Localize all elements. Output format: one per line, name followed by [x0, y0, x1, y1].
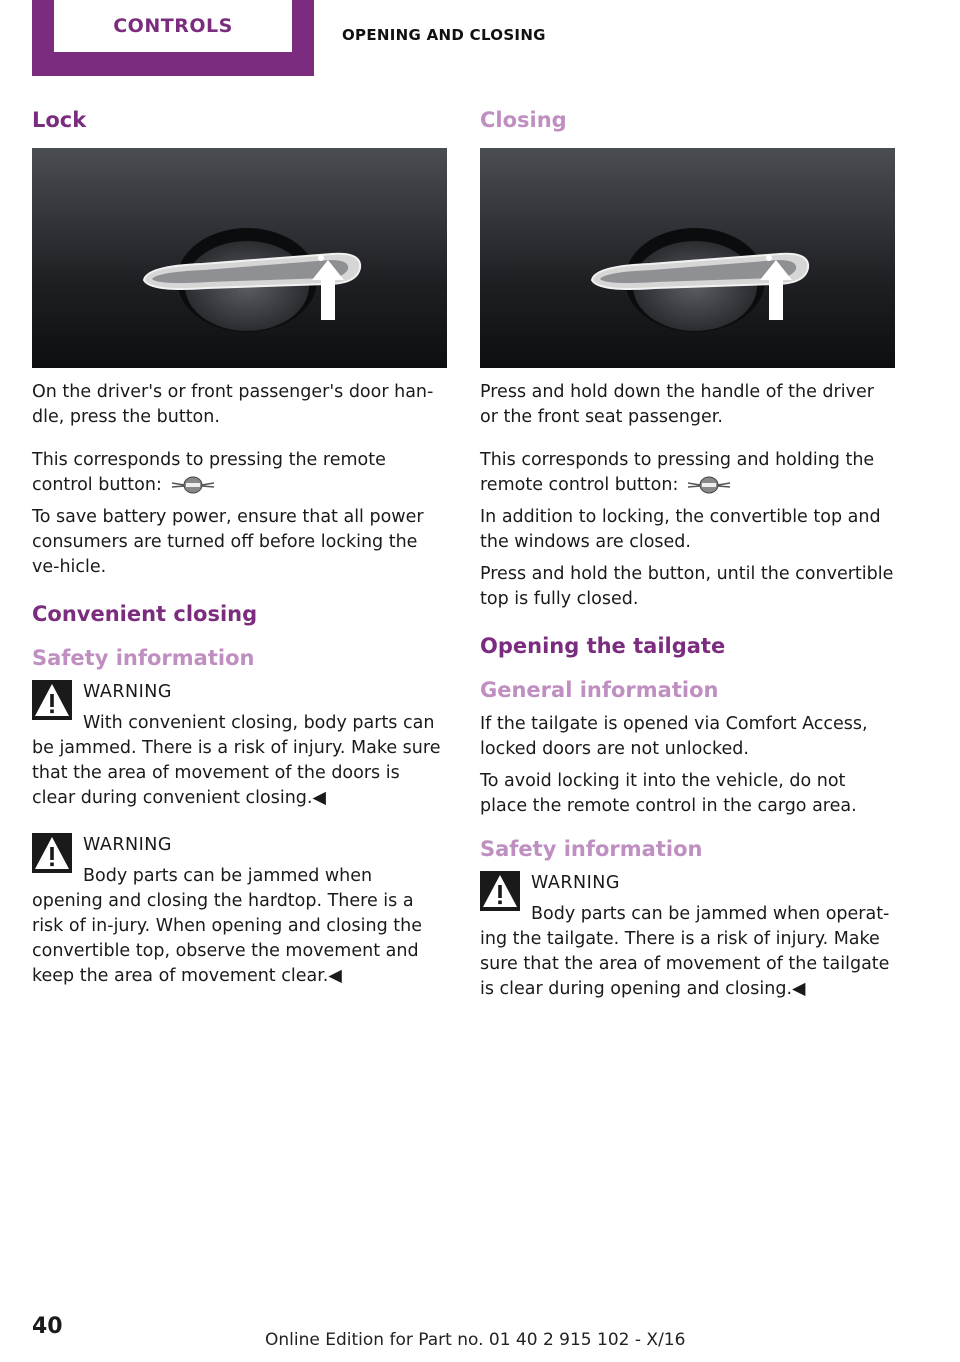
chapter-tab	[32, 0, 314, 76]
closing-paragraph-2	[480, 448, 896, 498]
door-handle-photo	[480, 148, 895, 368]
warning-title: WARNING	[83, 835, 172, 855]
closing-heading: Closing	[480, 108, 567, 132]
closing-paragraph-2-text: This corresponds to pressing and holding the remote control button:	[480, 450, 875, 495]
mini-logo-icon	[686, 475, 732, 495]
warning-title: WARNING	[531, 873, 620, 893]
left-column	[32, 108, 448, 1011]
chapter-tab-inner	[54, 0, 292, 52]
safety-information-heading: Safety information	[32, 646, 255, 670]
warning-text: With convenient closing, body parts can be jammed. There is a risk of injury. Make sure that the area of movement of the doors is clear during convenient closing.◀	[32, 713, 441, 808]
warning-block-3	[480, 871, 896, 1002]
general-paragraph-1: If the tailgate is opened via Comfort Access, locked doors are not unlocked.	[480, 714, 868, 759]
lock-paragraph-1: On the driver's or front passenger's door han‐dle, press the button.	[32, 382, 434, 427]
general-paragraph-2: To avoid locking it into the vehicle, do not place the remote control in the cargo area.	[480, 771, 857, 816]
warning-triangle-icon	[32, 680, 72, 720]
warning-block-2	[32, 833, 448, 989]
lock-paragraph-2	[32, 448, 448, 498]
warning-text: Body parts can be jammed when operat‐ing the tailgate. There is a risk of injury. Make sure that the area of movement of the tailgate is clear during opening and closing.◀	[480, 904, 890, 999]
warning-title: WARNING	[83, 682, 172, 702]
section-title: OPENING AND CLOSING	[342, 26, 546, 44]
closing-paragraph-1: Press and hold down the handle of the driver or the front seat passenger.	[480, 382, 874, 427]
warning-text: Body parts can be jammed when opening and closing the hardtop. There is a risk of in‐jury. When opening and closing the convertible top, observe the movement and keep the area of movement clear.◀	[32, 866, 422, 986]
lock-paragraph-3: To save battery power, ensure that all power consumers are turned off before locking the ve‐hicle.	[32, 507, 424, 577]
closing-paragraph-4: Press and hold the button, until the convertible top is fully closed.	[480, 564, 894, 609]
opening-tailgate-heading: Opening the tailgate	[480, 634, 726, 658]
convenient-closing-heading: Convenient closing	[32, 602, 258, 626]
general-information-heading: General information	[480, 678, 719, 702]
mini-logo-icon	[170, 475, 216, 495]
door-handle-photo	[32, 148, 447, 368]
lock-heading: Lock	[32, 108, 87, 132]
chapter-tab-label: CONTROLS	[113, 15, 233, 37]
page-number: 40	[32, 1314, 63, 1339]
safety-information-heading: Safety information	[480, 837, 703, 861]
warning-triangle-icon	[32, 833, 72, 873]
right-column	[480, 108, 896, 1024]
warning-triangle-icon	[480, 871, 520, 911]
edition-footer: Online Edition for Part no. 01 40 2 915 102 - X/16	[265, 1330, 686, 1350]
closing-paragraph-3: In addition to locking, the convertible top and the windows are closed.	[480, 507, 881, 552]
lock-paragraph-2-text: This corresponds to pressing the remote control button:	[32, 450, 386, 495]
warning-block-1	[32, 680, 448, 811]
